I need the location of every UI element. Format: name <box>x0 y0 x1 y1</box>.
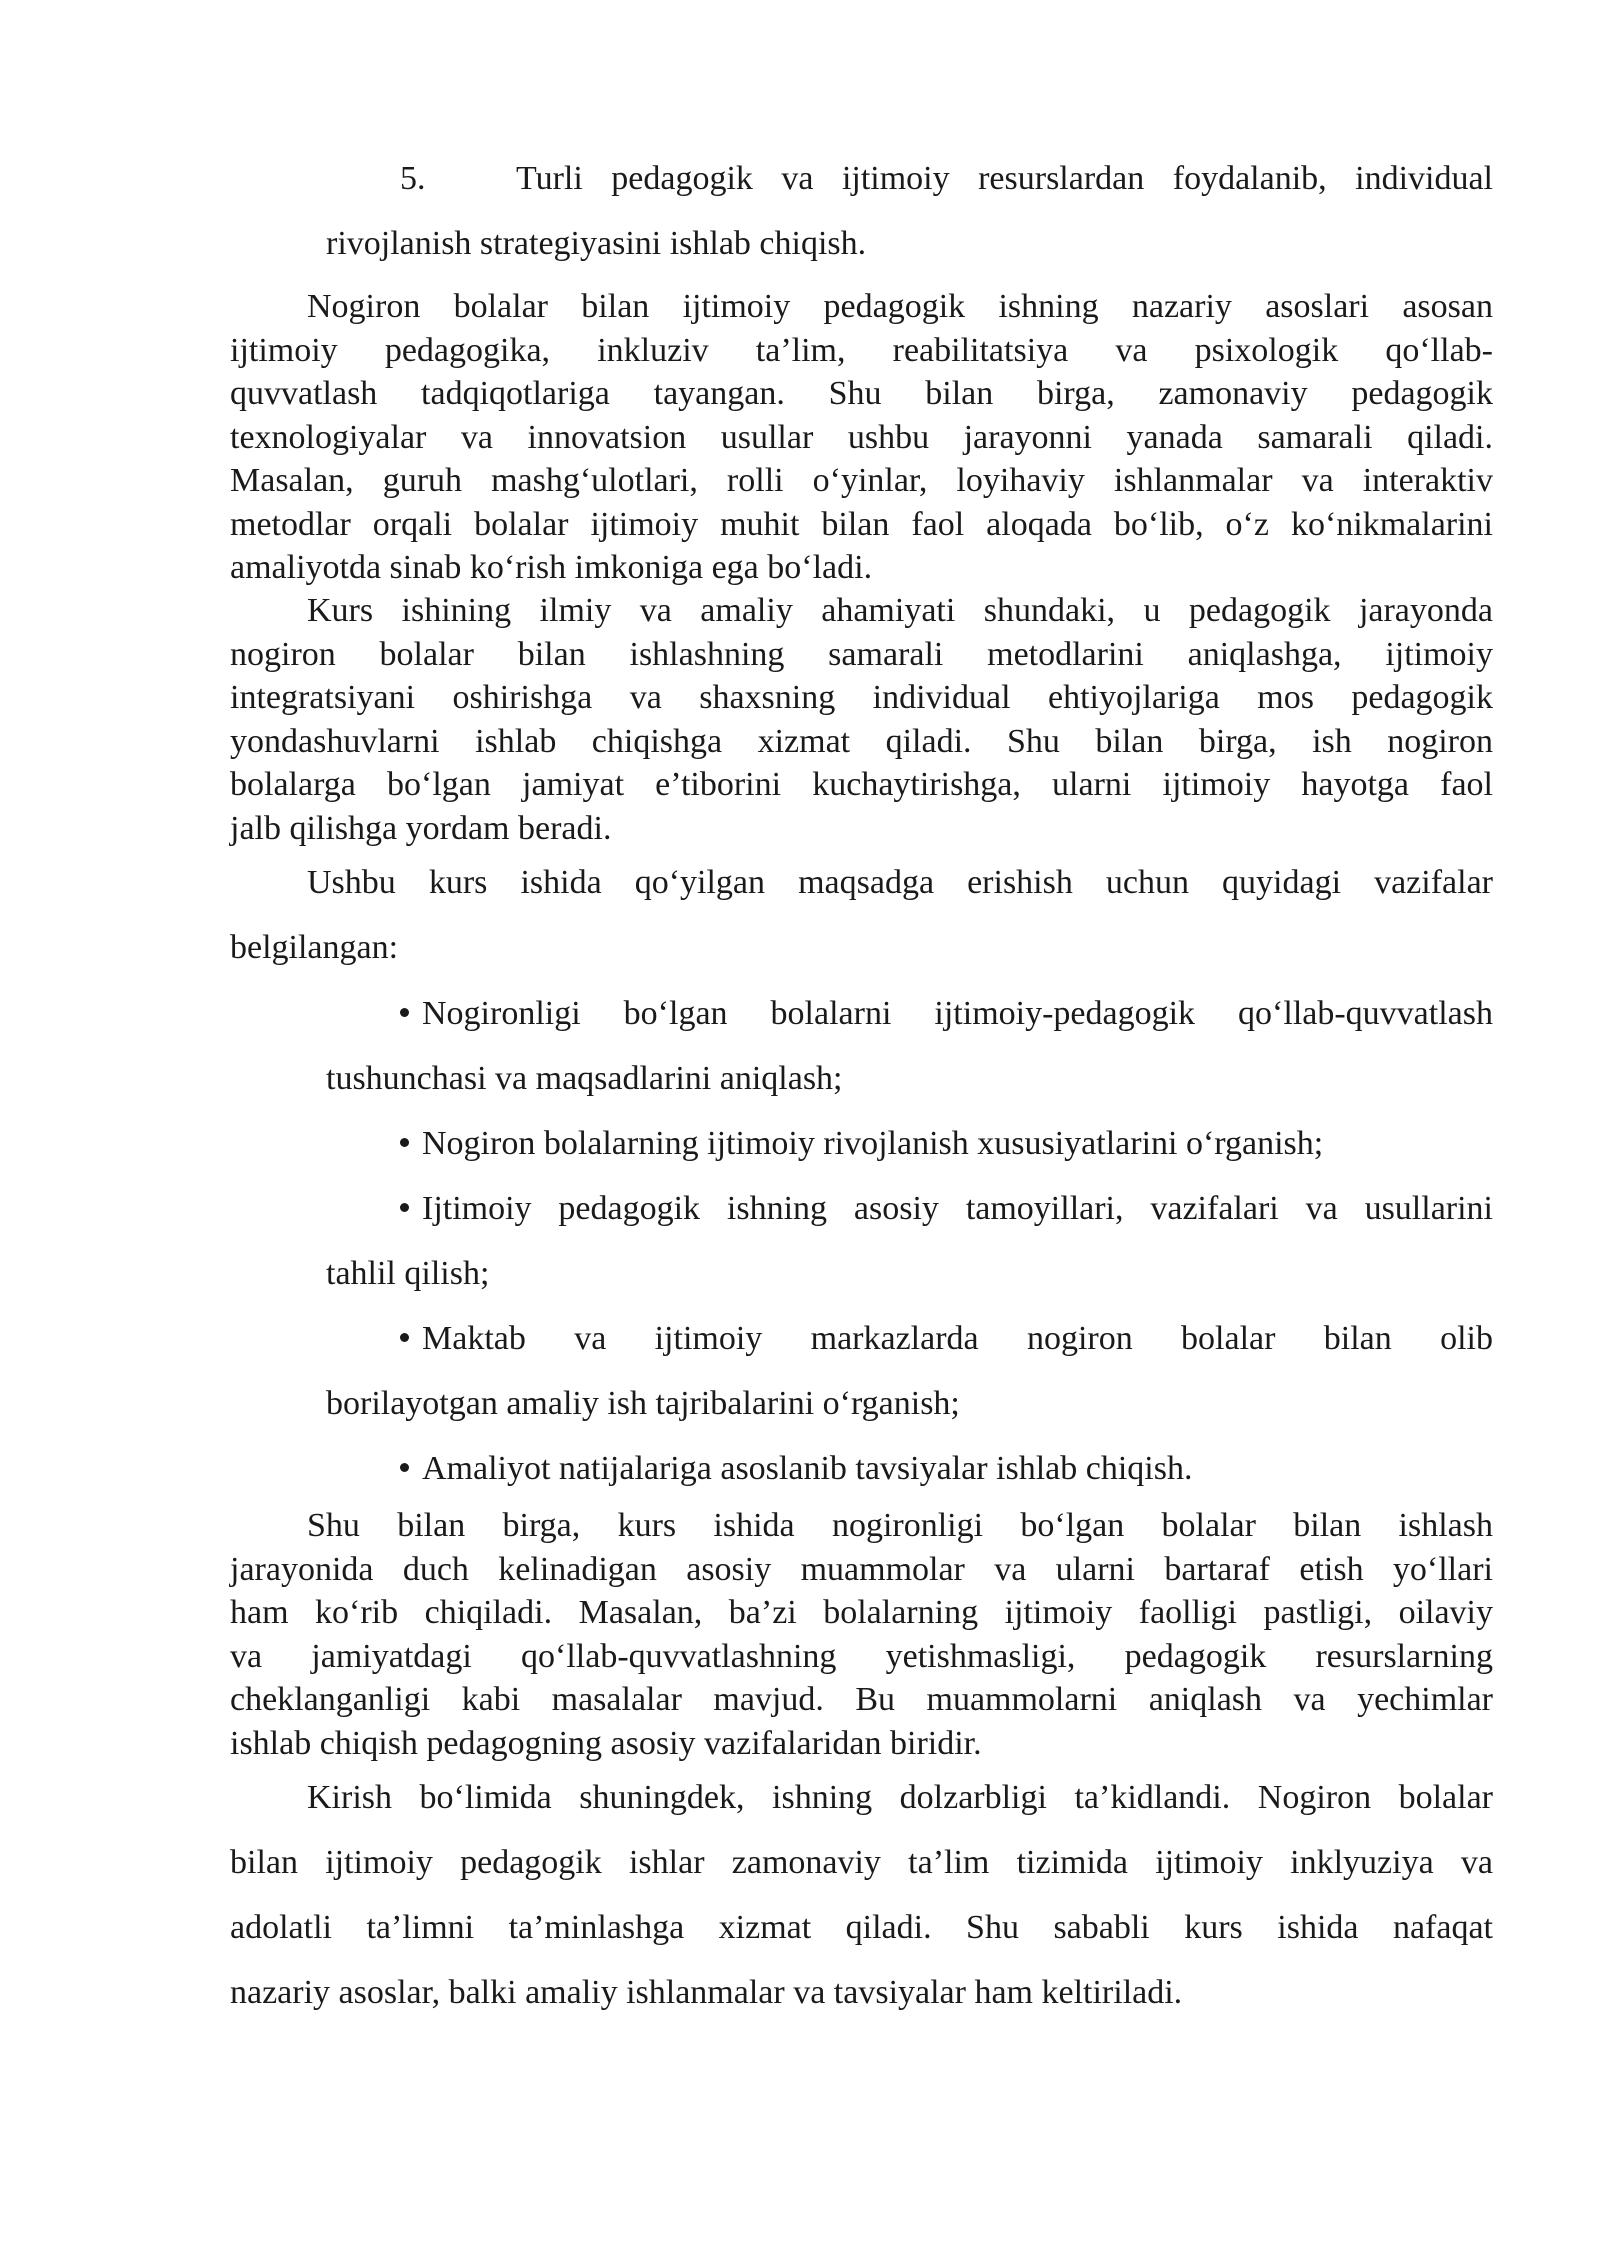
paragraph-line: cheklanganligi kabi masalalar mavjud. Bu muammolarni aniqlash va yechimlar <box>230 1681 1493 1718</box>
paragraph-line: va jamiyatdagi qo‘llab-quvvatlashning yetishmasligi, pedagogik resurslarning <box>230 1637 1493 1675</box>
paragraph-line: ishlab chiqish pedagogning asosiy vazifalaridan biridir. <box>230 1724 982 1762</box>
paragraph <box>230 850 1493 980</box>
bullet-icon <box>400 1333 409 1342</box>
paragraph-line: ham ko‘rib chiqiladi. Masalan, ba’zi bolalarning ijtimoiy faolligi pastligi, oilaviy <box>230 1594 1493 1631</box>
paragraph-line: metodlar orqali bolalar ijtimoiy muhit bilan faol aloqada bo‘lib, o‘z ko‘nikmalarini <box>230 505 1493 543</box>
list-number: 5. <box>400 160 426 197</box>
paragraph-line: integratsiyani oshirishga va shaxsning individual ehtiyojlariga mos pedagogik <box>230 679 1493 716</box>
bullet-text: tahlil qilish; <box>326 1255 490 1292</box>
paragraph-line: adolatli ta’limni ta’minlashga xizmat qiladi. Shu sababli kurs ishida nafaqat <box>230 1909 1493 1946</box>
bullet-icon <box>400 1463 409 1472</box>
bullet-text: Amaliyot natijalariga asoslanib tavsiyalar ishlab chiqish. <box>422 1450 1193 1487</box>
paragraph-line: nogiron bolalar bilan ishlashning samarali metodlarini aniqlashga, ijtimoiy <box>230 635 1493 673</box>
paragraph-line: Ushbu kurs ishida qo‘yilgan maqsadga erishish uchun quyidagi vazifalar <box>307 864 1493 901</box>
paragraph-line: jarayonida duch kelinadigan asosiy muammolar va ularni bartaraf etish yo‘llari <box>230 1550 1493 1588</box>
list-item-line: rivojlanish strategiyasini ishlab chiqish. <box>326 225 867 262</box>
paragraph <box>230 285 1493 590</box>
paragraph-line: jalb qilishga yordam beradi. <box>230 809 612 847</box>
list-item-line: Turli pedagogik va ijtimoiy resurslardan foydalanib, individual <box>516 160 1493 197</box>
paragraph-line: Masalan, guruh mashg‘ulotlari, rolli o‘yinlar, loyihaviy ishlanmalar va interaktiv <box>230 462 1493 499</box>
paragraph-line: Nogiron bolalar bilan ijtimoiy pedagogik ishning nazariy asoslari asosan <box>307 288 1493 325</box>
paragraph <box>230 1765 1493 2025</box>
bullet-icon <box>400 1138 409 1147</box>
paragraph-line: yondashuvlarni ishlab chiqishga xizmat qiladi. Shu bilan birga, ish nogiron <box>230 722 1493 760</box>
paragraph-line: ijtimoiy pedagogika, inkluziv ta’lim, reabilitatsiya va psixologik qo‘llab- <box>230 331 1493 369</box>
paragraph-line: bilan ijtimoiy pedagogik ishlar zamonaviy ta’lim tizimida ijtimoiy inklyuziya va <box>230 1844 1493 1881</box>
bullet-text: Ijtimoiy pedagogik ishning asosiy tamoyillari, vazifalari va usullarini <box>422 1190 1493 1227</box>
bullet-text: borilayotgan amaliy ish tajribalarini o‘rganish; <box>326 1385 960 1422</box>
paragraph-line: nazariy asoslar, balki amaliy ishlanmalar va tavsiyalar ham keltiriladi. <box>230 1974 1183 2011</box>
bullet-text: Nogironligi bo‘lgan bolalarni ijtimoiy-pedagogik qo‘llab-quvvatlash <box>422 995 1493 1032</box>
paragraph-line: belgilangan: <box>230 929 399 966</box>
paragraph-line: Shu bilan birga, kurs ishida nogironligi bo‘lgan bolalar bilan ishlash <box>307 1507 1493 1544</box>
paragraph-line: Kirish bo‘limida shuningdek, ishning dolzarbligi ta’kidlandi. Nogiron bolalar <box>307 1779 1493 1816</box>
paragraph-line: quvvatlash tadqiqotlariga tayangan. Shu bilan birga, zamonaviy pedagogik <box>230 375 1493 412</box>
paragraph-line: texnologiyalar va innovatsion usullar ushbu jarayonni yanada samarali qiladi. <box>230 418 1493 456</box>
paragraph-line: amaliyotda sinab ko‘rish imkoniga ega bo‘ladi. <box>230 549 873 586</box>
bullet-text: tushunchasi va maqsadlarini aniqlash; <box>326 1060 843 1097</box>
bullet-text: Maktab va ijtimoiy markazlarda nogiron bolalar bilan olib <box>422 1320 1493 1357</box>
paragraph <box>230 589 1493 850</box>
bullet-icon <box>400 1203 409 1212</box>
bullet-text: Nogiron bolalarning ijtimoiy rivojlanish xususiyatlarini o‘rganish; <box>422 1125 1324 1162</box>
paragraph-line: Kurs ishining ilmiy va amaliy ahamiyati shundaki, u pedagogik jarayonda <box>307 592 1493 629</box>
paragraph-line: bolalarga bo‘lgan jamiyat e’tiborini kuchaytirishga, ularni ijtimoiy hayotga faol <box>230 766 1493 803</box>
paragraph <box>230 1504 1493 1765</box>
bullet-icon <box>400 1008 409 1017</box>
